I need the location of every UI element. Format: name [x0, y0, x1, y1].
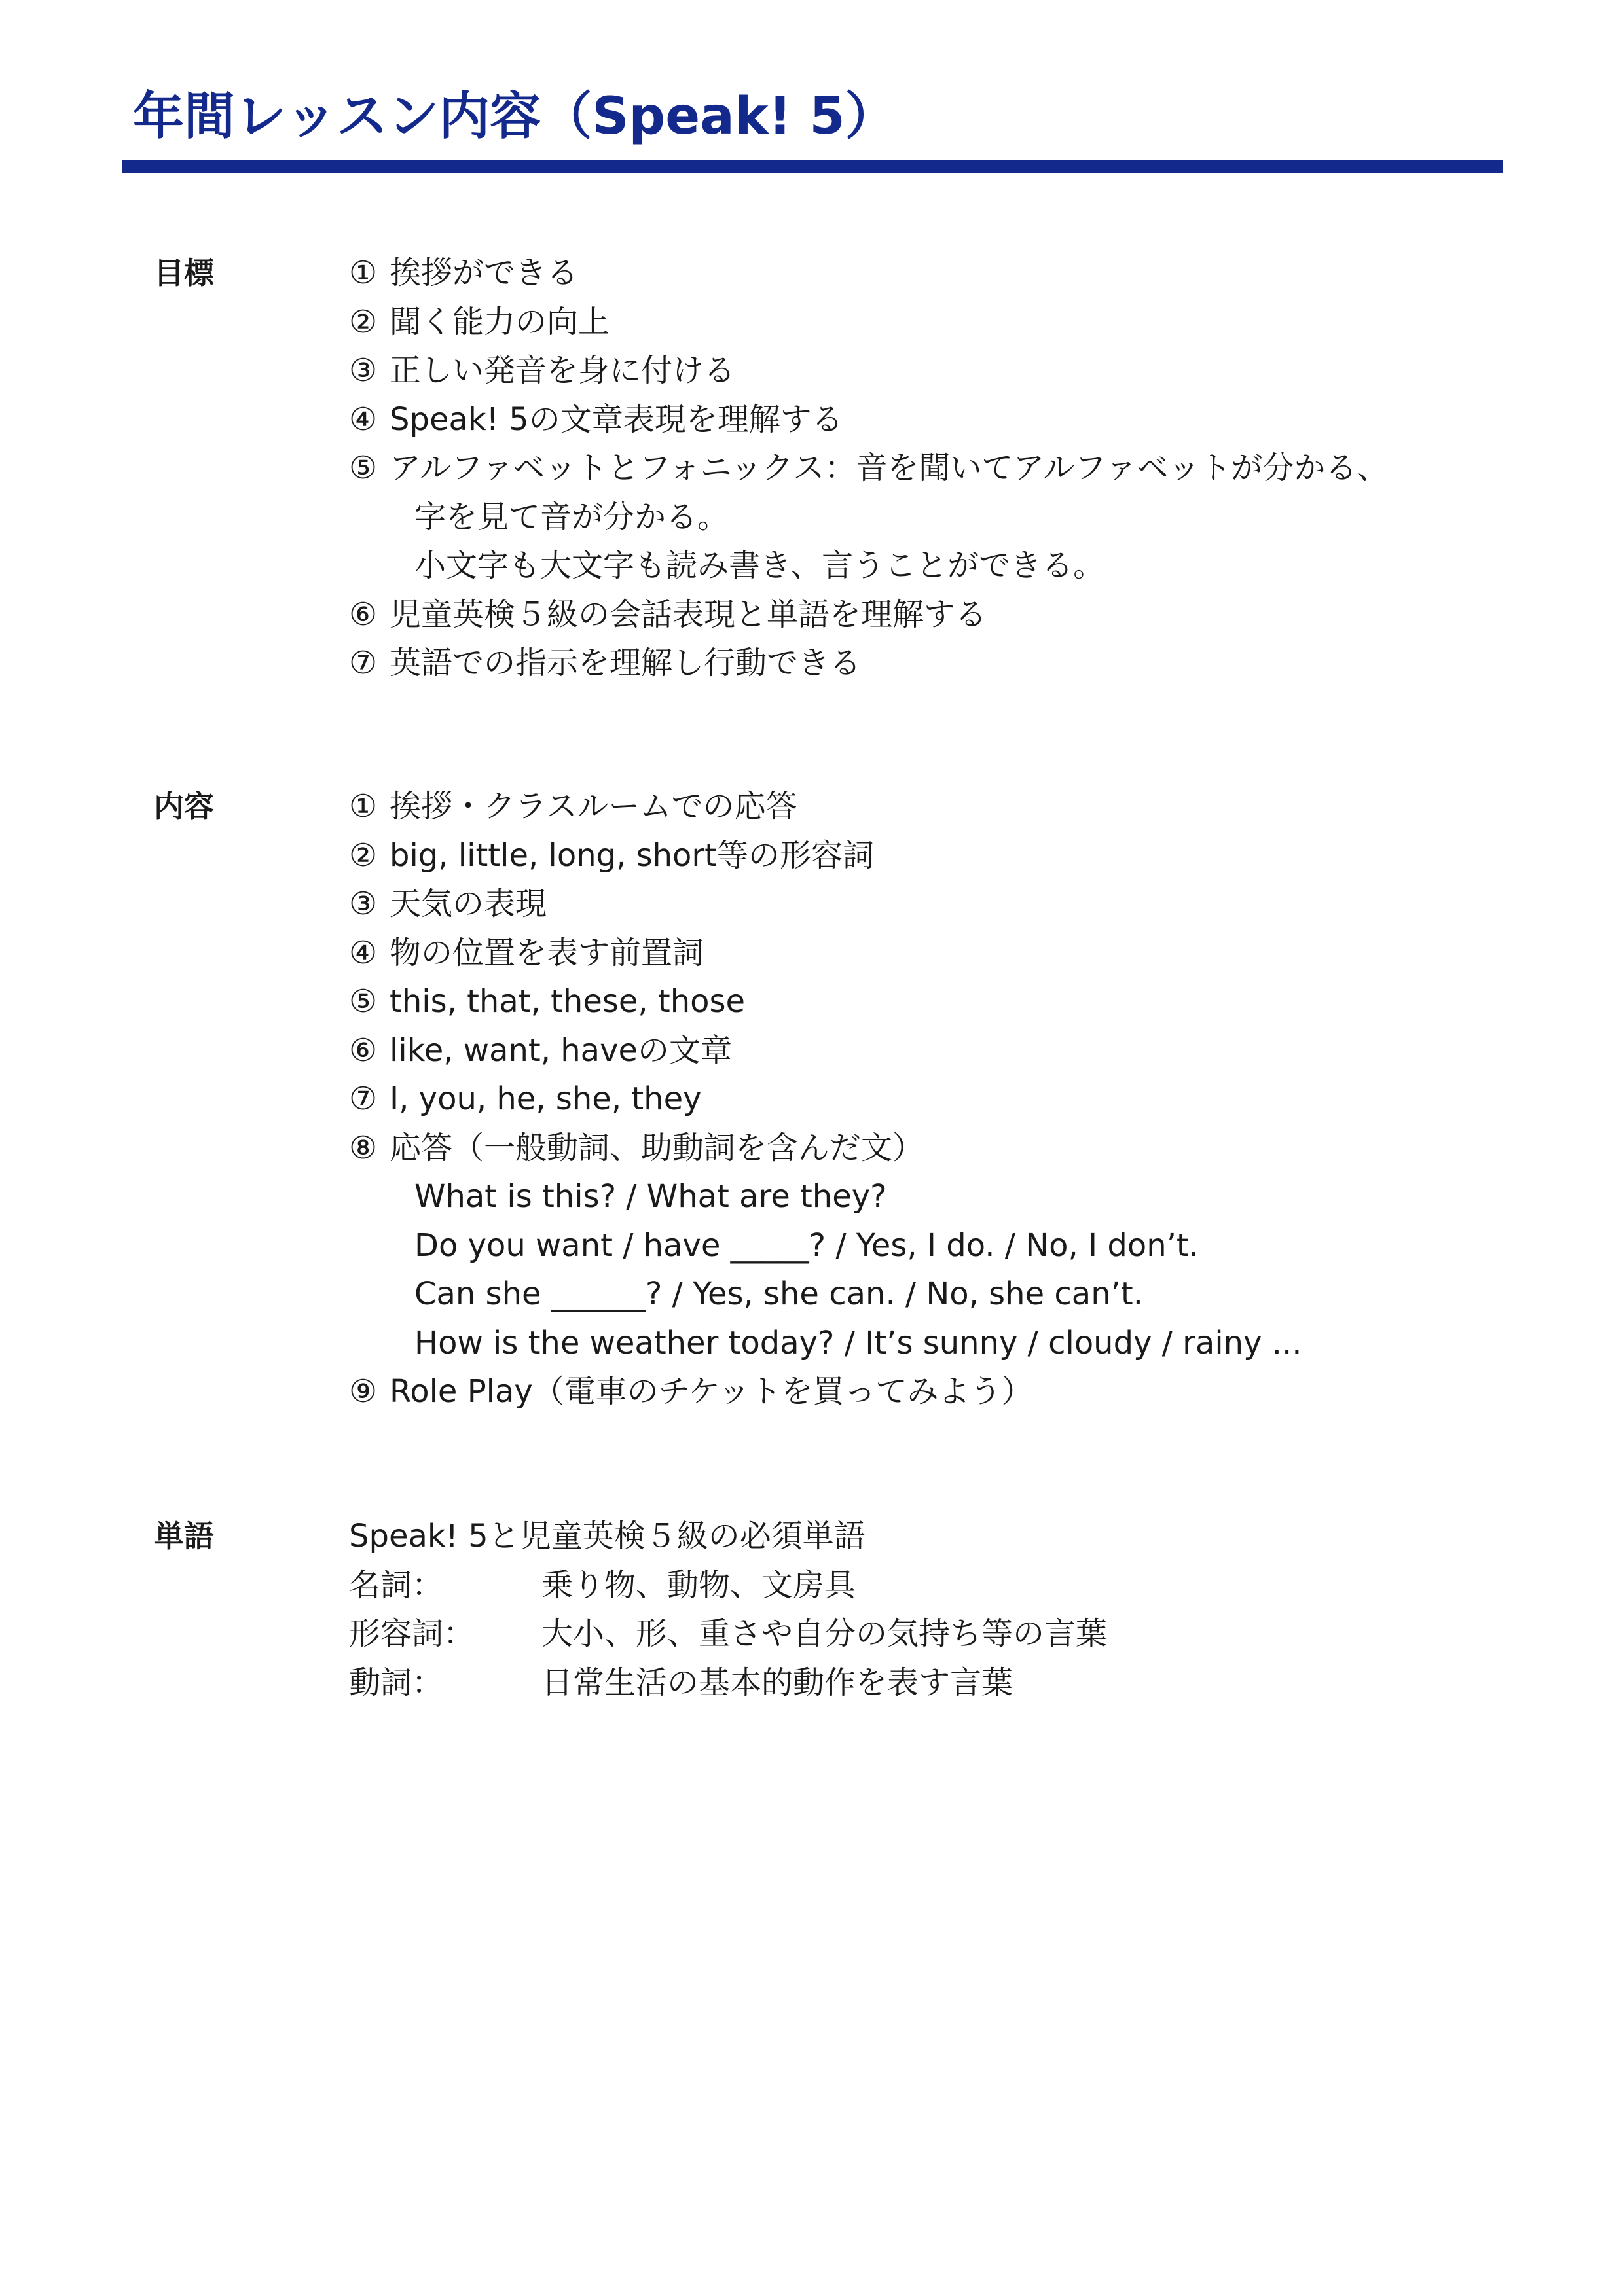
item-number: ④	[349, 934, 378, 971]
vocabulary-description: 乗り物、動物、文房具	[541, 1566, 856, 1604]
item-number: ⑥	[349, 1031, 378, 1069]
vocabulary-description: 日常生活の基本的動作を表す言葉	[541, 1664, 1013, 1701]
title-underline	[122, 160, 1503, 173]
item-text: 字を見て音が分かる。	[414, 498, 729, 535]
item-number: ③	[349, 886, 378, 922]
content-item-8	[349, 1124, 1593, 1173]
item-number: ④	[349, 401, 378, 438]
item-text: Speak! 5の文章表現を理解する	[390, 401, 843, 438]
item-text: 聞く能力の向上	[390, 303, 610, 340]
goal-item-5-continuation	[349, 493, 1593, 542]
item-text: What is this? / What are they?	[414, 1178, 887, 1215]
item-number: ①	[349, 788, 378, 825]
item-number: ②	[349, 836, 378, 874]
content-item-4	[349, 929, 1593, 978]
item-number: ⑤	[349, 983, 378, 1020]
vocabulary-row-adjectives	[349, 1609, 1593, 1659]
vocabulary-row-verbs	[349, 1659, 1593, 1708]
item-number: ①	[349, 255, 378, 291]
item-text: Do you want / have _____? / Yes, I do. / No, I don’t.	[414, 1227, 1199, 1264]
content-example-line	[349, 1172, 1593, 1221]
goal-item-1	[349, 249, 1593, 298]
content-item-7	[349, 1075, 1593, 1124]
item-text: How is the weather today? / It’s sunny / cloudy / rainy ...	[414, 1324, 1302, 1361]
contents-label: 内容	[154, 789, 214, 824]
item-number: ③	[349, 352, 378, 389]
goals-label: 目標	[154, 255, 214, 291]
vocabulary-row-nouns	[349, 1561, 1593, 1610]
item-text: I, you, he, she, they	[390, 1081, 702, 1117]
item-text: this, that, these, those	[390, 983, 746, 1020]
vocabulary-list	[349, 1512, 1593, 1707]
goal-item-4	[349, 395, 1593, 444]
item-text: アルファベットとフォニックス：音を聞いてアルファベットが分かる、	[390, 450, 1389, 486]
item-number: ⑧	[349, 1129, 378, 1166]
item-text: 応答（一般動詞、助動詞を含んだ文）	[390, 1129, 924, 1166]
item-text: 物の位置を表す前置詞	[390, 934, 704, 971]
item-text: 英語での指示を理解し行動できる	[390, 645, 862, 681]
item-number: ⑦	[349, 1081, 378, 1117]
goal-item-6	[349, 590, 1593, 639]
goal-item-3	[349, 346, 1593, 395]
content-item-1	[349, 782, 1593, 831]
contents-list	[349, 782, 1593, 1416]
vocabulary-category: 名詞：	[349, 1566, 444, 1604]
content-example-line	[349, 1270, 1593, 1319]
item-text: Can she ______? / Yes, she can. / No, she can’t.	[414, 1276, 1143, 1312]
item-number: ⑦	[349, 645, 378, 681]
goals-list	[349, 249, 1593, 688]
vocabulary-category: 動詞：	[349, 1664, 444, 1701]
item-number: ②	[349, 303, 378, 340]
item-text: like, want, haveの文章	[390, 1031, 733, 1069]
item-number: ⑥	[349, 596, 378, 633]
item-text: 天気の表現	[390, 886, 547, 922]
item-number: ⑨	[349, 1373, 378, 1410]
item-text: 正しい発音を身に付ける	[390, 352, 736, 389]
content-item-6	[349, 1026, 1593, 1075]
vocabulary-intro: Speak! 5と児童英検５級の必須単語	[349, 1518, 866, 1554]
item-text: Role Play（電車のチケットを買ってみよう）	[390, 1373, 1033, 1410]
content-item-9	[349, 1367, 1593, 1416]
content-example-line	[349, 1221, 1593, 1270]
content-item-2	[349, 831, 1593, 880]
item-text: big, little, long, short等の形容詞	[390, 836, 874, 874]
goal-item-5	[349, 444, 1593, 493]
vocabulary-category: 形容詞：	[349, 1615, 475, 1652]
item-text: 挨拶・クラスルームでの応答	[390, 788, 797, 825]
page-title: 年間レッスン内容（Speak! 5）	[133, 87, 896, 146]
item-text: 小文字も大文字も読み書き、言うことができる。	[414, 547, 1105, 584]
item-number: ⑤	[349, 450, 378, 486]
content-item-5	[349, 977, 1593, 1026]
vocabulary-description: 大小、形、重さや自分の気持ち等の言葉	[541, 1615, 1108, 1652]
item-text: 児童英検５級の会話表現と単語を理解する	[390, 596, 987, 633]
goal-item-7	[349, 639, 1593, 688]
content-example-line	[349, 1319, 1593, 1368]
content-item-3	[349, 880, 1593, 929]
goal-item-5-continuation	[349, 541, 1593, 590]
item-text: 挨拶ができる	[390, 255, 579, 291]
vocabulary-label: 単語	[154, 1518, 214, 1554]
goal-item-2	[349, 298, 1593, 347]
